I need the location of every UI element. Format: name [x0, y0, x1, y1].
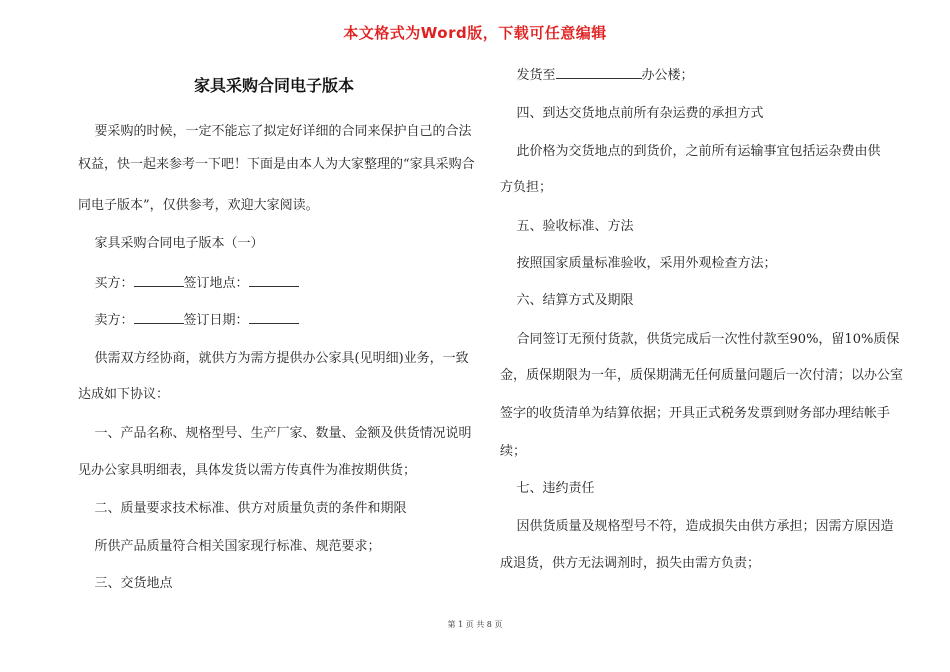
buyer-line	[78, 269, 299, 299]
buyer-label: 买方：	[94, 276, 134, 291]
right-line: 五、验收标准、方法	[500, 219, 634, 234]
right-line: 按照国家质量标准验收，采用外观检查方法；	[500, 256, 777, 271]
right-line: 方负担；	[500, 180, 553, 195]
left-line: 要采购的时候，一定不能忘了拟定好详细的合同来保护自己的合法	[78, 124, 472, 139]
right-line: 合同签订无预付货款，供货完成后一次性付款至90%，留10%质保	[500, 332, 900, 347]
sign-place-blank[interactable]	[249, 272, 299, 287]
delivery-suffix: 办公楼；	[641, 68, 694, 83]
right-line: 续；	[500, 444, 527, 459]
seller-blank[interactable]	[134, 309, 184, 324]
sign-date-blank[interactable]	[249, 309, 299, 324]
left-line: 同电子版本”，仅供参考，欢迎大家阅读。	[78, 198, 319, 213]
left-line: 三、交货地点	[78, 576, 173, 591]
left-line: 一、产品名称、规格型号、生产厂家、数量、金额及供货情况说明	[78, 426, 472, 441]
seller-label: 卖方：	[94, 313, 134, 328]
buyer-blank[interactable]	[134, 272, 184, 287]
delivery-blank[interactable]	[556, 64, 642, 79]
sign-place-label: 签订地点：	[183, 276, 249, 291]
left-line: 权益，快一起来参考一下吧！下面是由本人为大家整理的“家具采购合	[78, 157, 475, 172]
right-line: 六、结算方式及期限	[500, 293, 634, 308]
sign-date-label: 签订日期：	[183, 313, 249, 328]
right-line: 此价格为交货地点的到货价，之前所有运输事宜包括运杂费由供	[500, 144, 881, 159]
right-line: 四、到达交货地点前所有杂运费的承担方式	[500, 106, 764, 121]
page-number-footer: 第 1 页 共 8 页	[447, 620, 503, 629]
seller-line	[78, 306, 299, 336]
delivery-prefix: 发货至	[500, 68, 556, 83]
document-title: 家具采购合同电子版本	[193, 76, 354, 95]
right-line: 成退货，供方无法调剂时，损失由需方负责；	[500, 556, 761, 571]
right-line: 签字的收货清单为结算依据；开具正式税务发票到财务部办理结帐手	[500, 406, 891, 421]
right-line: 金，质保期限为一年，质保期满无任何质量问题后一次付清；以办公室	[500, 368, 904, 383]
right-line: 七、违约责任	[500, 481, 595, 496]
left-line: 所供产品质量符合相关国家现行标准、规范要求；	[78, 539, 381, 554]
right-line: 因供货质量及规格型号不符，造成损失由供方承担；因需方原因造	[500, 519, 894, 534]
left-line: 二、质量要求技术标准、供方对质量负责的条件和期限	[78, 501, 407, 516]
left-line: 供需双方经协商，就供方为需方提供办公家具(见明细)业务，一致	[78, 351, 469, 366]
left-line: 见办公家具明细表，具体发货以需方传真件为准按期供货；	[78, 463, 417, 478]
word-format-banner: 本文格式为Word版，下载可任意编辑	[343, 24, 607, 42]
delivery-line	[500, 61, 694, 91]
left-line: 达成如下协议：	[78, 387, 170, 402]
left-line: 家具采购合同电子版本（一）	[78, 236, 264, 251]
